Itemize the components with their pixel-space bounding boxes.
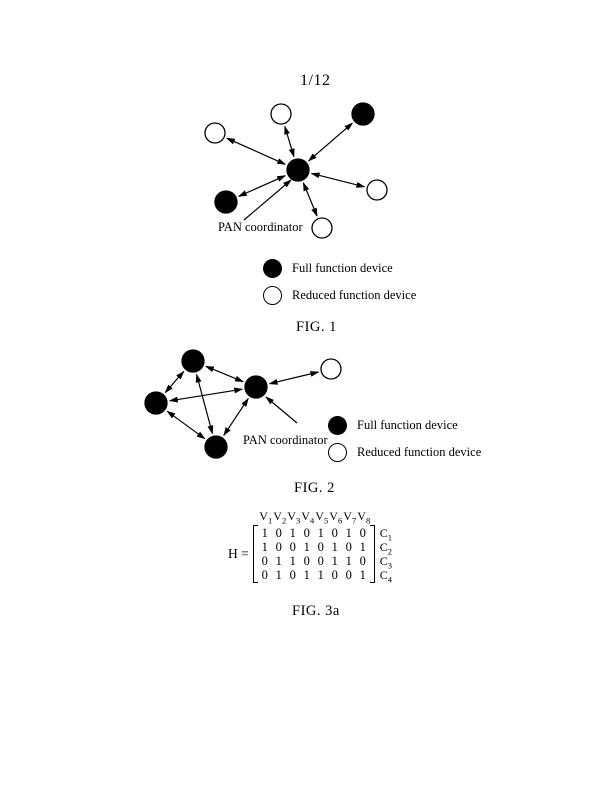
matrix-cell: 0 <box>345 568 352 582</box>
arrowhead <box>234 388 242 393</box>
fig1-node-botleft-filled <box>215 191 237 213</box>
matrix-row-label: $C_3$ <box>379 554 393 571</box>
arrowhead <box>206 366 214 371</box>
matrix-cell: 0 <box>261 554 268 568</box>
fig1-node-center-pan <box>287 159 309 181</box>
fig1-legend-item-reduced <box>263 284 416 306</box>
open-circle-icon <box>328 443 347 462</box>
matrix-cell: 0 <box>359 554 366 568</box>
matrix-cell: 0 <box>303 526 310 540</box>
edge-line <box>312 173 365 186</box>
matrix-core <box>253 509 375 583</box>
matrix-col-header: $V_1$ <box>259 509 273 526</box>
fig1-legend <box>263 257 416 311</box>
legend-label: Reduced function device <box>357 444 482 459</box>
matrix-row-label-wrap <box>379 526 393 543</box>
arrowhead <box>197 432 205 439</box>
matrix-cell: 1 <box>331 540 338 554</box>
fig2-node-left-filled <box>145 392 167 414</box>
matrix-col-header: $V_6$ <box>329 509 343 526</box>
matrix-col-header: $V_7$ <box>343 509 357 526</box>
matrix-cell: 0 <box>359 526 366 540</box>
matrix-column-headers <box>259 509 375 525</box>
arrowhead <box>277 159 285 164</box>
fig2-legend-item-full <box>328 414 481 436</box>
parity-check-matrix <box>228 509 392 583</box>
arrowhead <box>235 376 243 381</box>
matrix-cell: 1 <box>289 526 296 540</box>
edge-line <box>170 389 242 401</box>
arrowhead <box>167 411 175 418</box>
fig2-legend <box>328 414 481 468</box>
arrowhead <box>242 399 248 407</box>
arrowhead <box>239 191 247 196</box>
matrix-row-label: $C_4$ <box>379 568 393 585</box>
fig1-node-top-open <box>271 104 291 124</box>
matrix-cell: 1 <box>289 554 296 568</box>
matrix-cell: 0 <box>303 554 310 568</box>
matrix-cell: 1 <box>317 568 324 582</box>
matrix-cell: 1 <box>261 526 268 540</box>
matrix-cell: 0 <box>261 568 268 582</box>
matrix-cell: 0 <box>275 540 282 554</box>
fig3a-caption: FIG. 3a <box>292 603 340 619</box>
arrowhead <box>196 375 201 383</box>
matrix-cell: 0 <box>331 526 338 540</box>
fig1-pan-coordinator-label: PAN coordinator <box>218 220 303 234</box>
arrowhead <box>310 371 318 376</box>
arrowhead <box>208 426 213 434</box>
matrix-col-header: $V_2$ <box>273 509 287 526</box>
right-bracket <box>370 525 375 583</box>
arrowhead <box>285 126 290 134</box>
legend-label: Full function device <box>292 260 393 275</box>
arrowhead <box>227 138 235 143</box>
fig1-node-bottom-open <box>312 218 332 238</box>
fig1-star-network-diagram <box>205 103 387 238</box>
open-circle-icon <box>263 286 282 305</box>
fig2-legend-item-reduced <box>328 441 481 463</box>
fig2-node-top-filled <box>182 350 204 372</box>
arrowhead <box>356 183 364 188</box>
arrowhead <box>289 149 294 157</box>
matrix-col-header: $V_3$ <box>287 509 301 526</box>
matrix-row-label: $C_2$ <box>379 540 393 557</box>
fig2-node-right-open <box>321 359 341 379</box>
edge-line <box>197 375 213 434</box>
fig1-caption: FIG. 1 <box>296 319 337 335</box>
fig2-caption: FIG. 2 <box>294 480 335 496</box>
matrix-row-label-wrap <box>379 568 393 585</box>
matrix-lhs: H = <box>228 546 249 561</box>
fig1-legend-item-full <box>263 257 416 279</box>
fig1-node-right-open <box>367 180 387 200</box>
arrowhead <box>312 208 317 216</box>
arrowhead <box>312 173 320 178</box>
edge-line <box>309 123 353 161</box>
matrix-cell: 0 <box>317 540 324 554</box>
matrix-values <box>258 525 370 583</box>
matrix-row-labels <box>379 526 393 585</box>
fig1-node-left-open <box>205 123 225 143</box>
page-number: 1/12 <box>300 72 331 89</box>
matrix-cell: 0 <box>289 540 296 554</box>
matrix-body <box>253 525 375 583</box>
edge-line <box>244 180 291 220</box>
matrix-cell: 1 <box>261 540 268 554</box>
arrowhead <box>303 183 308 191</box>
matrix-cell: 1 <box>345 526 352 540</box>
matrix-cell: 0 <box>275 526 282 540</box>
matrix-cell: 1 <box>359 540 366 554</box>
matrix-row-label-wrap <box>379 554 393 571</box>
matrix-cell: 0 <box>331 568 338 582</box>
filled-circle-icon <box>328 416 347 435</box>
matrix-cell: 0 <box>345 540 352 554</box>
edge-line <box>227 138 285 164</box>
matrix-cell: 0 <box>289 568 296 582</box>
matrix-cell: 1 <box>275 568 282 582</box>
matrix-cell: 1 <box>359 568 366 582</box>
matrix-row-label: $C_1$ <box>379 526 393 543</box>
matrix-row-label-wrap <box>379 540 393 557</box>
matrix-cell: 1 <box>303 540 310 554</box>
fig2-pan-coordinator-label: PAN coordinator <box>243 433 328 447</box>
legend-label: Full function device <box>357 417 458 432</box>
matrix-cell: 1 <box>317 526 324 540</box>
arrowhead <box>277 176 285 181</box>
legend-label: Reduced function device <box>292 287 417 302</box>
fig2-node-bottom-filled <box>205 436 227 458</box>
matrix-col-header: $V_4$ <box>301 509 315 526</box>
fig1-node-topright-filled <box>352 103 374 125</box>
matrix-col-header: $V_8$ <box>357 509 371 526</box>
matrix-cell: 1 <box>275 554 282 568</box>
matrix-cell: 1 <box>345 554 352 568</box>
arrowhead <box>170 397 178 402</box>
matrix-col-header: $V_5$ <box>315 509 329 526</box>
matrix-cell: 0 <box>317 554 324 568</box>
fig2-node-pan-filled <box>245 376 267 398</box>
filled-circle-icon <box>263 259 282 278</box>
matrix-cell: 1 <box>303 568 310 582</box>
arrowhead <box>224 428 230 436</box>
arrowhead <box>270 380 278 385</box>
matrix-cell: 1 <box>331 554 338 568</box>
